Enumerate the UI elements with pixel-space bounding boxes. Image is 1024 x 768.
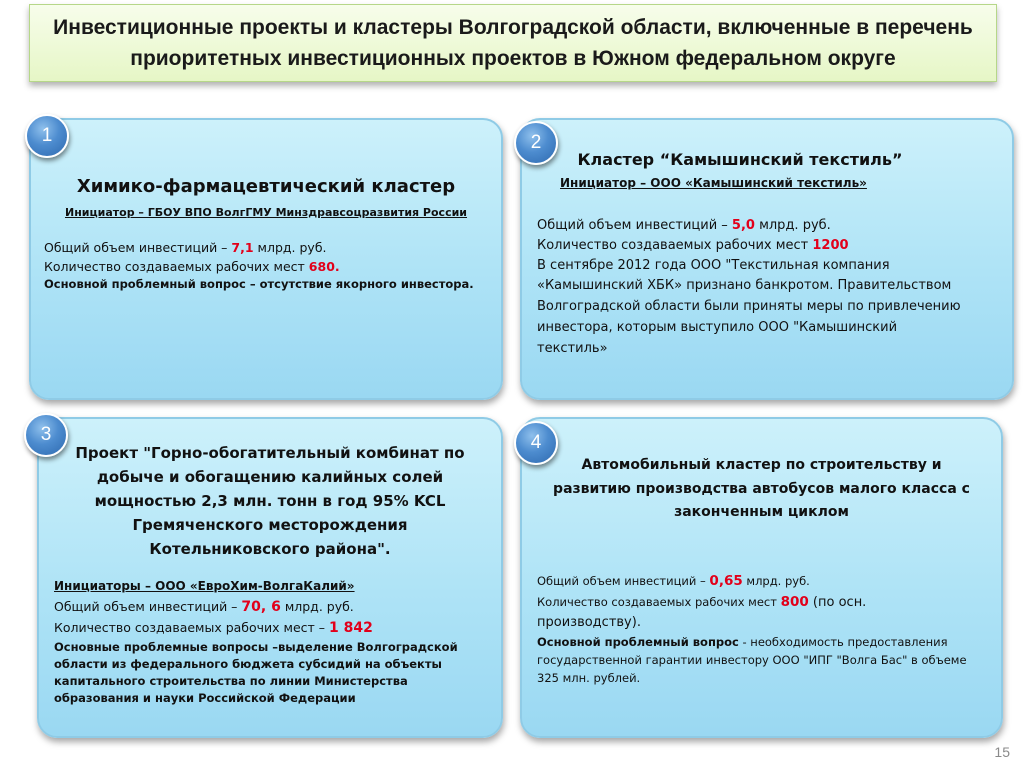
card-2-investment-label: Общий объем инвестиций – [537,218,732,233]
card-2-initiator: Инициатор – ООО «Камышинский текстиль» [560,176,867,190]
card-1-investment [44,239,327,256]
card-2-text-line-3: Волгоградской области были приняты меры по привлечению [537,299,961,314]
card-2-jobs [537,236,849,256]
card-4-title-line-3: законченным циклом [674,504,849,520]
card-2-text-line-5: текстиль» [537,341,608,356]
card-3-investment-label: Общий объем инвестиций – [54,599,242,614]
card-4-investment-unit: млрд. руб. [742,574,810,588]
card-1-investment-unit: млрд. руб. [253,240,327,255]
card-3-problem-line-1: Основные проблемные вопросы –выделение Волгоградской [54,640,458,654]
card-3-jobs [54,618,373,638]
card-1-jobs-value: 680. [308,259,340,274]
card-4-jobs [537,593,866,612]
slide-title-box [29,4,997,82]
card-4-investment [537,572,810,591]
card-4-title-line-1: Автомобильный кластер по строительству и [581,457,942,473]
card-3-jobs-value: 1 842 [329,620,373,636]
card-2-text-line-1: В сентябре 2012 года ООО "Текстильная компания [537,258,890,273]
card-2-investment-unit: млрд. руб. [754,218,831,233]
card-1-title: Химико-фармацевтический кластер [76,176,456,197]
card-4-number-badge: 4 [514,421,558,465]
card-3-jobs-label: Количество создаваемых рабочих мест – [54,620,330,635]
card-3-investment-unit: млрд. руб. [280,599,354,614]
card-2-number-badge: 2 [514,121,558,165]
card-4-problem-rest: - необходимость предоставления [738,635,948,649]
card-3-problem-line-4: образования и науки Российской Федерации [54,691,356,705]
card-2-text-line-4: инвестора, которым выступило ООО "Камышинский [537,320,898,335]
card-2-jobs-value: 1200 [812,238,849,253]
card-1-investment-value: 7,1 [231,240,254,255]
card-4-problem-line-2: государственной гарантии инвестору ООО "ИПГ "Волга Бас" в объеме [537,653,967,667]
page-number: 15 [994,744,1010,760]
card-2-investment-value: 5,0 [731,218,755,233]
card-4-jobs-line-2: производству). [537,615,641,630]
card-4-investment-value: 0,65 [709,573,743,589]
card-1-problem: Основной проблемный вопрос – отсутствие якорного инвестора. [44,277,474,291]
card-3-title-line-2: добыче и обогащению калийных солей [96,468,444,486]
card-2-title: Кластер “Камышинский текстиль” [577,150,903,169]
card-4-investment-label: Общий объем инвестиций – [537,574,710,588]
card-3-title-line-1: Проект "Горно-обогатительный комбинат по [75,444,465,462]
card-3-problem-line-3: капитального строительства по линии Министерства [54,674,408,688]
card-4-jobs-suffix: (по осн. [808,595,867,610]
card-1-jobs [44,258,340,275]
card-1-number-badge: 1 [25,114,69,158]
card-3-title-line-5: Котельниковского района". [149,540,391,558]
card-3-initiator: Инициаторы – ООО «ЕвроХим-ВолгаКалий» [54,579,355,593]
card-3-title-line-4: Гремяченского месторождения [132,516,408,534]
slide-title-line-2: приоритетных инвестиционных проектов в Южном федеральном округе [130,47,896,70]
card-1-jobs-label: Количество создаваемых рабочих мест [44,259,309,274]
card-4-jobs-label: Количество создаваемых рабочих мест [537,595,781,609]
card-3-investment [54,597,354,617]
card-4-problem-label: Основной проблемный вопрос [537,635,739,649]
card-1-investment-label: Общий объем инвестиций – [44,240,232,255]
card-4-problem [537,634,948,651]
card-3-title-line-3: мощностью 2,3 млн. тонн в год 95% KCL [94,492,446,510]
card-4-problem-line-3: 325 млн. рублей. [537,671,641,685]
card-4-title-line-2: развитию производства автобусов малого класса с [553,481,970,497]
card-2-jobs-label: Количество создаваемых рабочих мест [537,238,813,253]
card-4-jobs-value: 800 [780,594,809,610]
card-2-investment [537,216,831,236]
card-2-text-line-2: «Камышинский ХБК» признано банкротом. Правительством [537,278,952,293]
card-3-problem-line-2: области из федерального бюджета субсидий на объекты [54,657,442,671]
card-1-initiator: Инициатор – ГБОУ ВПО ВолгГМУ Минздравсоцразвития России [64,206,468,219]
slide-title-line-1: Инвестиционные проекты и кластеры Волгоградской области, включенные в перечень [53,16,973,39]
card-3-number-badge: 3 [24,413,68,457]
card-3-investment-value: 70, 6 [241,599,281,615]
